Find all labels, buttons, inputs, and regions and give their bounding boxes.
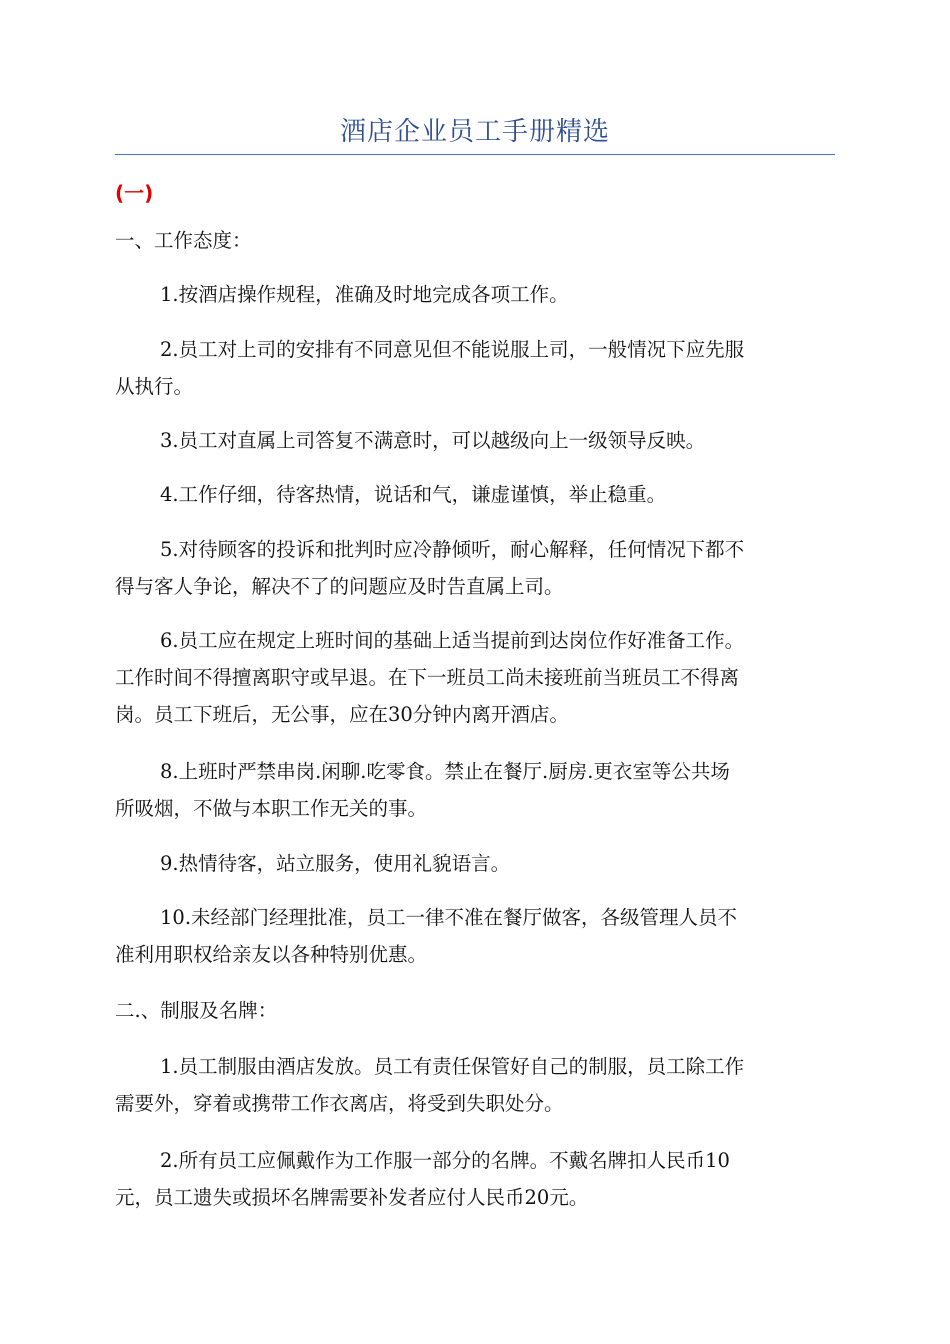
- paragraph-8: [115, 753, 835, 827]
- heading-text: 二.、制服及名牌：: [115, 999, 278, 1022]
- paragraph-line: 10.未经部门经理批准，员工一律不准在餐厅做客，各级管理人员不: [160, 906, 738, 929]
- paragraph-line: 1.按酒店操作规程，准确及时地完成各项工作。: [160, 283, 569, 306]
- paragraph-line: 需要外，穿着或携带工作衣离店，将受到失职处分。: [115, 1092, 564, 1115]
- paragraph-line: 4.工作仔细，待客热情，说话和气，谦虚谨慎，举止稳重。: [160, 483, 667, 506]
- paragraph-line: 5.对待顾客的投诉和批判时应冷静倾听，耐心解释，任何情况下都不: [160, 538, 745, 561]
- paragraph-9: [115, 845, 835, 882]
- paragraph-10: [115, 899, 835, 973]
- paragraph-line: 8.上班时严禁串岗.闲聊.吃零食。禁止在餐厅.厨房.更衣室等公共场: [160, 760, 730, 783]
- paragraph-line: 元，员工遗失或损坏名牌需要补发者应付人民币20元。: [115, 1186, 589, 1209]
- paragraph-line: 2.员工对上司的安排有不同意见但不能说服上司，一般情况下应先服: [160, 338, 745, 361]
- paragraph-line: 工作时间不得擅离职守或早退。在下一班员工尚未接班前当班员工不得离: [115, 666, 740, 689]
- paragraph-line: 1.员工制服由酒店发放。员工有责任保管好自己的制服，员工除工作: [160, 1055, 745, 1078]
- heading-uniform-badge: [115, 992, 835, 1029]
- paragraph-line: 得与客人争论，解决不了的问题应及时告直属上司。: [115, 575, 564, 598]
- document-title: 酒店企业员工手册精选: [339, 117, 610, 147]
- paragraph-line: 9.热情待客，站立服务，使用礼貌语言。: [160, 852, 511, 875]
- paragraph-line: 2.所有员工应佩戴作为工作服一部分的名牌。不戴名牌扣人民币10: [160, 1149, 730, 1172]
- paragraph-1: [115, 276, 835, 313]
- paragraph-line: 3.员工对直属上司答复不满意时，可以越级向上一级领导反映。: [160, 429, 706, 452]
- paragraph-4: [115, 476, 835, 513]
- title-underline: [115, 154, 835, 155]
- paragraph-5: [115, 531, 835, 605]
- uniform-paragraph-1: [115, 1048, 835, 1122]
- paragraph-line: 岗。员工下班后，无公事，应在30分钟内离开酒店。: [115, 703, 569, 726]
- paragraph-2: [115, 331, 835, 405]
- paragraph-line: 准利用职权给亲友以各种特别优惠。: [115, 943, 428, 966]
- paragraph-line: 6.员工应在规定上班时间的基础上适当提前到达岗位作好准备工作。: [160, 629, 745, 652]
- paragraph-line: 所吸烟，不做与本职工作无关的事。: [115, 797, 428, 820]
- heading-work-attitude: [115, 222, 835, 259]
- uniform-paragraph-2: [115, 1142, 835, 1216]
- paragraph-6: [115, 622, 835, 733]
- paragraph-line: 从执行。: [115, 375, 194, 398]
- heading-text: 一、工作态度：: [115, 229, 252, 252]
- paragraph-3: [115, 422, 835, 459]
- section-marker: (一): [115, 181, 154, 205]
